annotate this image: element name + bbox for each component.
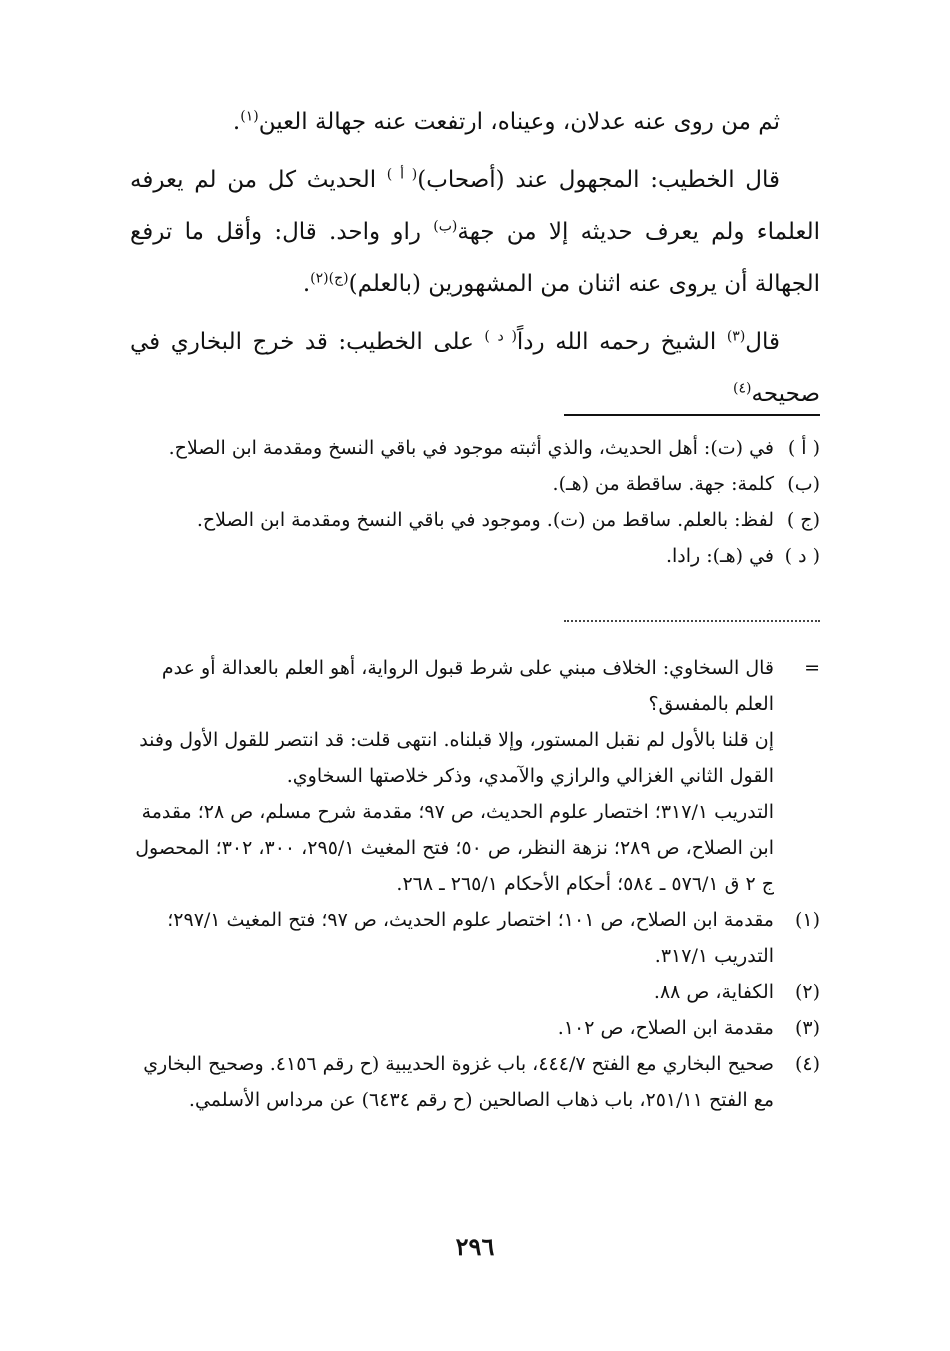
footnote-ref[interactable]: (١) (240, 108, 259, 125)
footnote-ref[interactable]: (٤) (733, 380, 752, 397)
footnote-mark: ( أ ) (787, 437, 820, 459)
footnote-text: كلمة: جهة. ساقطة من (هـ). (552, 473, 774, 495)
footnote-mark: (١) (794, 909, 820, 931)
footnote-item (130, 1010, 820, 1046)
footnote-text: صحيح البخاري مع الفتح ٤٤٤/٧، باب غزوة الحديبية (ح رقم ٤١٥٦. وصحيح البخاري مع الفتح ٢٥١/١١، باب ذهاب الصالحين (ح رقم ٦٤٣٤) عن مرداس الأسلمي. (143, 1053, 774, 1111)
footnote-item (130, 466, 820, 502)
dotted-separator (564, 620, 820, 622)
footnote-ref[interactable]: (٣) (726, 328, 746, 345)
footnote-ref[interactable]: ( أ ) (386, 166, 418, 183)
footnote-text: قال السخاوي: الخلاف مبني على شرط قبول الرواية، أهو العلم بالعدالة أو عدم العلم بالمفسق؟ (161, 657, 774, 715)
footnote-item (130, 902, 820, 974)
footnote-text: في (ت): أهل الحديث، والذي أثبته موجود في باقي النسخ ومقدمة ابن الصلاح. (168, 437, 774, 459)
footnote-mark: (ج ) (786, 509, 820, 531)
footnote-continuation (130, 650, 820, 722)
main-text (130, 96, 820, 426)
continuation-mark: = (804, 657, 820, 679)
paragraph-1: ثم من روى عنه عدلان، وعيناه، ارتفعت عنه جهالة العين$^{(١)}$. (232, 108, 780, 135)
footnote-mark: (٣) (794, 1017, 820, 1039)
footnote-ref[interactable]: (ج)(٢) (310, 270, 349, 287)
footnote-mark: (٤) (794, 1053, 820, 1075)
footnote-item (130, 1046, 820, 1118)
footnote-mark: (٢) (794, 981, 820, 1003)
footnote-text: الكفاية، ص ٨٨. (653, 981, 774, 1003)
footnote-text: في (هـ): رادا. (665, 545, 774, 567)
footnote-item (130, 974, 820, 1010)
footnote-item (130, 538, 820, 574)
footnote-mark: ( د ) (784, 545, 820, 567)
footnote-separator (564, 414, 820, 416)
footnote-continuation-text: إن قلنا بالأول لم نقبل المستور، وإلا قبلناه. انتهى قلت: قد انتصر للقول الأول وفند القول الثاني الغزالي والرازي والآمدي، وذكر خلاصتها السخاوي. (139, 729, 774, 787)
footnote-text: مقدمة ابن الصلاح، ص ١٠٢. (557, 1017, 774, 1039)
footnote-mark: (ب) (787, 473, 820, 495)
footnote-ref[interactable]: ( د ) (484, 328, 517, 345)
footnote-continuation-refs: التدريب ٣١٧/١؛ اختصار علوم الحديث، ص ٩٧؛ مقدمة شرح مسلم، ص ٢٨؛ مقدمة ابن الصلاح، ص ٢٨٩؛ نزهة النظر، ص ٥٠؛ فتح المغيث ٢٩٥/١، ٣٠٠، ٣٠٢؛ المحصول ج ٢ ق ٥٧٦/١ ـ ٥٨٤؛ أحكام الأحكام ٢٦٥/١ ـ ٢٦٨. (135, 801, 774, 895)
paragraph-3: قال$^{(٣)}$ الشيخ رحمه الله رداً$^{( د )}$ على الخطيب: قد خرج البخاري في صحيحه$^{(٤)}$ (130, 328, 820, 407)
footnote-item (130, 502, 820, 538)
footnote-ref[interactable]: (ب) (433, 218, 458, 235)
footnote-text: لفظ: بالعلم. ساقط من (ت). وموجود في باقي النسخ ومقدمة ابن الصلاح. (196, 509, 774, 531)
paragraph-2: قال الخطيب: المجهول عند (أصحاب)$^{( أ )}$ الحديث كل من لم يعرفه العلماء ولم يعرف حديثه إلا من جهة$^{(ب)}$ راو واحد. قال: وأقل ما ترفع الجهالة أن يروى عنه اثنان من المشهورين (بالعلم)$^{(ج)(٢)}$. (130, 166, 820, 297)
footnote-text: مقدمة ابن الصلاح، ص ١٠١؛ اختصار علوم الحديث، ص ٩٧؛ فتح المغيث ٢٩٧/١؛ التدريب ٣١٧/١. (167, 909, 774, 967)
numbered-footnotes (130, 650, 820, 1118)
page-number: ٢٩٦ (455, 1232, 495, 1261)
footnote-item (130, 430, 820, 466)
letter-footnotes (130, 430, 820, 574)
